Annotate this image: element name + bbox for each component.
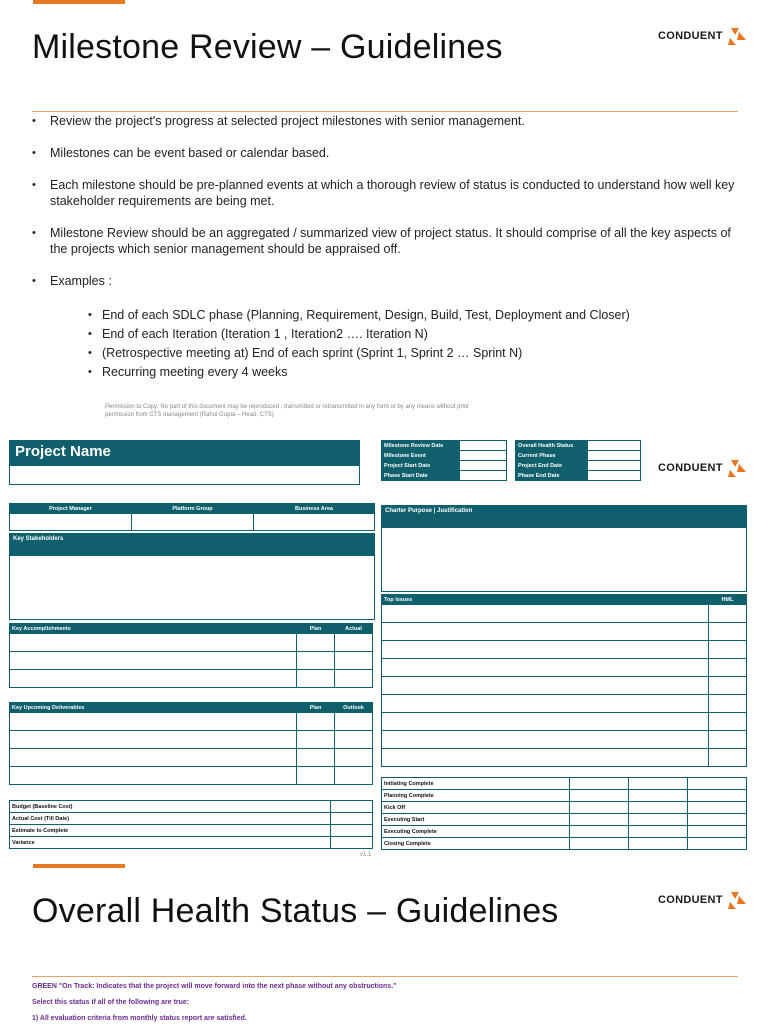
- info-table-left: [381, 440, 507, 481]
- hml-cell[interactable]: [709, 641, 747, 659]
- hml-cell[interactable]: [709, 695, 747, 713]
- phase-cell[interactable]: [570, 778, 629, 790]
- issue-cell[interactable]: [382, 605, 709, 623]
- plan-cell[interactable]: [297, 670, 335, 688]
- plan-cell[interactable]: [297, 767, 335, 785]
- plan-cell[interactable]: [297, 749, 335, 767]
- top-issues-table: [381, 594, 747, 767]
- phase-cell[interactable]: [570, 790, 629, 802]
- team-table: [9, 503, 375, 531]
- outlook-header: Outlook: [335, 703, 373, 713]
- info-value[interactable]: [588, 471, 641, 481]
- phase-cell[interactable]: [570, 826, 629, 838]
- budget-value[interactable]: [331, 837, 373, 849]
- team-header: Business Area: [254, 504, 375, 514]
- stakeholders-box: [9, 533, 375, 620]
- hml-cell[interactable]: [709, 713, 747, 731]
- conduent-mark-icon: [727, 458, 747, 478]
- phase-cell[interactable]: [688, 826, 747, 838]
- green-status-line: GREEN "On Track: Indicates that the project will move forward into the next phase without any obstructions.": [32, 983, 397, 990]
- outlook-cell[interactable]: [335, 713, 373, 731]
- phase-cell[interactable]: [688, 814, 747, 826]
- plan-cell[interactable]: [297, 634, 335, 652]
- hml-cell[interactable]: [709, 749, 747, 767]
- info-value[interactable]: [460, 461, 507, 471]
- budget-value[interactable]: [331, 825, 373, 837]
- info-value[interactable]: [460, 441, 507, 451]
- phase-cell[interactable]: [629, 826, 688, 838]
- issue-cell[interactable]: [382, 623, 709, 641]
- logo-text: CONDUENT: [658, 30, 723, 42]
- plan-cell[interactable]: [297, 713, 335, 731]
- select-status-line: Select this status if all of the following are true:: [32, 999, 190, 1006]
- actual-cell[interactable]: [335, 670, 373, 688]
- phase-label: Executing Complete: [382, 826, 570, 838]
- phase-cell[interactable]: [629, 802, 688, 814]
- plan-header: Plan: [297, 624, 335, 634]
- budget-value[interactable]: [331, 813, 373, 825]
- slide3-title: Overall Health Status – Guidelines: [32, 892, 559, 930]
- info-label: Overall Health Status: [516, 441, 588, 451]
- deliverable-cell[interactable]: [10, 713, 297, 731]
- outlook-cell[interactable]: [335, 767, 373, 785]
- accomplishments-header: Key Accomplishments: [10, 624, 297, 634]
- issue-cell[interactable]: [382, 677, 709, 695]
- plan-cell[interactable]: [297, 731, 335, 749]
- hml-cell[interactable]: [709, 623, 747, 641]
- slide1-title: Milestone Review – Guidelines: [32, 28, 503, 66]
- info-value[interactable]: [460, 471, 507, 481]
- team-header: Platform Group: [132, 504, 254, 514]
- info-label: Milestone Review Date: [382, 441, 460, 451]
- phase-table: [381, 777, 747, 850]
- slide3-logo: [658, 890, 747, 910]
- phase-label: Planning Complete: [382, 790, 570, 802]
- project-name-header: Project Name: [10, 441, 359, 466]
- accomplishments-table: [9, 623, 373, 688]
- budget-label: Estimate to Complete: [10, 825, 331, 837]
- bullet-item: • Each milestone should be pre-planned events at which a thorough review of status is conducted to understand how well key stakeholder requirements are being met.: [32, 177, 742, 209]
- info-label: Current Phase: [516, 451, 588, 461]
- budget-value[interactable]: [331, 801, 373, 813]
- issue-cell[interactable]: [382, 695, 709, 713]
- info-value[interactable]: [588, 461, 641, 471]
- phase-cell[interactable]: [688, 778, 747, 790]
- deliverable-cell[interactable]: [10, 731, 297, 749]
- plan-header: Plan: [297, 703, 335, 713]
- actual-header: Actual: [335, 624, 373, 634]
- info-value[interactable]: [460, 451, 507, 461]
- example-item: • End of each SDLC phase (Planning, Requirement, Design, Build, Test, Deployment and Closer): [88, 306, 630, 325]
- bullet-item: • Examples :: [32, 273, 742, 289]
- deliverable-cell[interactable]: [10, 767, 297, 785]
- accomplishment-cell[interactable]: [10, 670, 297, 688]
- outlook-cell[interactable]: [335, 731, 373, 749]
- hml-header: HML: [709, 595, 747, 605]
- example-item: • (Retrospective meeting at) End of each sprint (Sprint 1, Sprint 2 … Sprint N): [88, 344, 630, 363]
- team-header: Project Manager: [10, 504, 132, 514]
- permission-note: Permission to Copy: No part of this document may be reproduced , transmitted or retransmitted in any form or by any means without prior permission from CTS management (Rahul Gupta – Head, CTS): [105, 404, 470, 418]
- info-table-right: [515, 440, 641, 481]
- phase-cell[interactable]: [570, 838, 629, 850]
- budget-label: Budget (Baseline Cost): [10, 801, 331, 813]
- phase-label: Kick Off: [382, 802, 570, 814]
- phase-cell[interactable]: [688, 790, 747, 802]
- info-label: Phase End Date: [516, 471, 588, 481]
- slide3-divider: [32, 976, 738, 977]
- project-name-box: [9, 440, 360, 485]
- info-value[interactable]: [588, 451, 641, 461]
- phase-cell[interactable]: [629, 778, 688, 790]
- phase-label: Closing Complete: [382, 838, 570, 850]
- hml-cell[interactable]: [709, 605, 747, 623]
- phase-cell[interactable]: [688, 802, 747, 814]
- team-cell[interactable]: [132, 514, 254, 531]
- plan-cell[interactable]: [297, 652, 335, 670]
- conduent-mark-icon: [727, 890, 747, 910]
- slide3-accent-tab: [33, 864, 125, 868]
- info-label: Project Start Date: [382, 461, 460, 471]
- slide1-logo: [658, 26, 747, 46]
- charter-header: Charter Purpose | Justification: [382, 506, 746, 528]
- accomplishment-cell[interactable]: [10, 652, 297, 670]
- example-item: • Recurring meeting every 4 weeks: [88, 363, 630, 382]
- phase-cell[interactable]: [688, 838, 747, 850]
- phase-cell[interactable]: [629, 814, 688, 826]
- slide1-bullet-list: [32, 113, 742, 305]
- hml-cell[interactable]: [709, 731, 747, 749]
- phase-label: Executing Start: [382, 814, 570, 826]
- issue-cell[interactable]: [382, 713, 709, 731]
- actual-cell[interactable]: [335, 652, 373, 670]
- actual-cell[interactable]: [335, 634, 373, 652]
- issue-cell[interactable]: [382, 659, 709, 677]
- upcoming-table: [9, 702, 373, 785]
- issue-cell[interactable]: [382, 749, 709, 767]
- team-cell[interactable]: [10, 514, 132, 531]
- version-label: v1.1: [360, 852, 372, 858]
- slide2-logo: [658, 458, 747, 478]
- slide1-accent-tab: [33, 0, 125, 4]
- logo-text: CONDUENT: [658, 462, 723, 474]
- budget-label: Actual Cost (Till Date): [10, 813, 331, 825]
- budget-table: [9, 800, 373, 849]
- issue-cell[interactable]: [382, 641, 709, 659]
- phase-cell[interactable]: [570, 802, 629, 814]
- logo-text: CONDUENT: [658, 894, 723, 906]
- slide1-divider: [32, 111, 738, 112]
- charter-box: [381, 505, 747, 592]
- bullet-item: • Review the project's progress at selected project milestones with senior management.: [32, 113, 742, 129]
- accomplishment-cell[interactable]: [10, 634, 297, 652]
- phase-cell[interactable]: [629, 838, 688, 850]
- phase-cell[interactable]: [629, 790, 688, 802]
- info-label: Phase Start Date: [382, 471, 460, 481]
- info-label: Milestone Event: [382, 451, 460, 461]
- examples-list: [88, 306, 630, 382]
- example-item: • End of each Iteration (Iteration 1 , Iteration2 …. Iteration N): [88, 325, 630, 344]
- info-value[interactable]: [588, 441, 641, 451]
- team-cell[interactable]: [254, 514, 375, 531]
- upcoming-header: Key Upcoming Deliverables: [10, 703, 297, 713]
- phase-label: Initiating Complete: [382, 778, 570, 790]
- criteria-line: 1) All evaluation criteria from monthly status report are satisfied.: [32, 1015, 247, 1022]
- deliverable-cell[interactable]: [10, 749, 297, 767]
- outlook-cell[interactable]: [335, 749, 373, 767]
- budget-label: Variance: [10, 837, 331, 849]
- hml-cell[interactable]: [709, 659, 747, 677]
- bullet-item: • Milestone Review should be an aggregated / summarized view of project status. It should comprise of all the key aspects of the projects which senior management should be appraised off.: [32, 225, 742, 257]
- hml-cell[interactable]: [709, 677, 747, 695]
- bullet-item: • Milestones can be event based or calendar based.: [32, 145, 742, 161]
- info-label: Project End Date: [516, 461, 588, 471]
- top-issues-header: Top Issues: [382, 595, 709, 605]
- conduent-mark-icon: [727, 26, 747, 46]
- stakeholders-header: Key Stakeholders: [10, 534, 374, 556]
- issue-cell[interactable]: [382, 731, 709, 749]
- phase-cell[interactable]: [570, 814, 629, 826]
